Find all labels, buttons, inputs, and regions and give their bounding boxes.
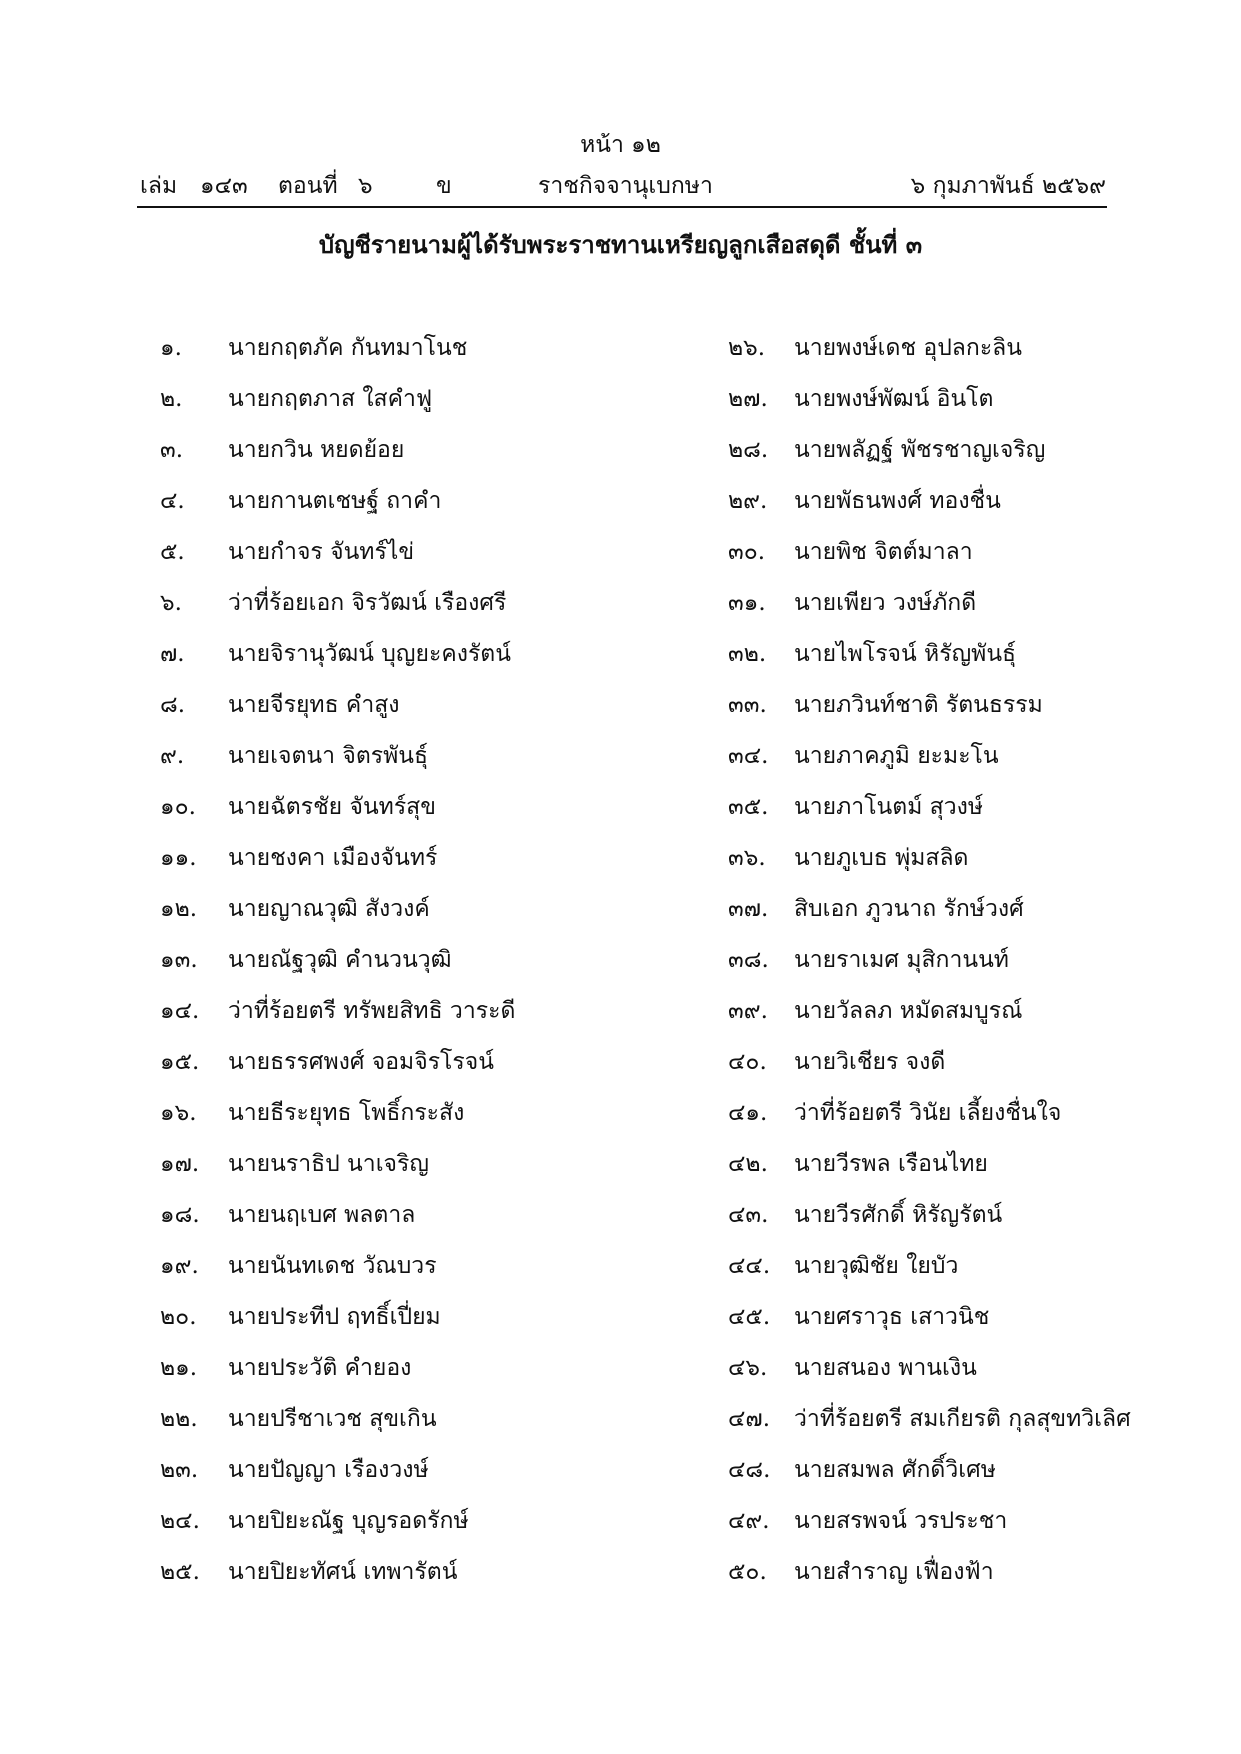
item-number: ๔๕. (728, 1304, 771, 1330)
recipient-name: นายประวัติ คำยอง (228, 1355, 412, 1381)
recipient-name: นายวุฒิชัย ใยบัว (794, 1253, 959, 1279)
list-item (728, 1199, 1241, 1250)
item-number: ๒๙. (728, 488, 768, 514)
list-item (160, 536, 720, 587)
list-item (728, 638, 1241, 689)
item-number: ๗. (160, 641, 185, 667)
list-item (160, 383, 720, 434)
recipient-name: นายจิรานุวัฒน์ บุญยะคงรัตน์ (228, 641, 511, 667)
item-number: ๒๑. (160, 1355, 198, 1381)
item-number: ๔๑. (728, 1100, 768, 1126)
item-number: ๒๐. (160, 1304, 197, 1330)
recipient-name: นายกวิน หยดย้อย (228, 437, 405, 463)
item-number: ๑๔. (160, 998, 200, 1024)
recipient-name: นายประทีป ฤทธิ์เปี่ยม (228, 1304, 441, 1330)
item-number: ๑๒. (160, 896, 198, 922)
list-item (728, 434, 1241, 485)
recipient-name: ว่าที่ร้อยตรี วินัย เลี้ยงชื่นใจ (794, 1100, 1062, 1126)
volume-number: ๑๔๓ (200, 173, 248, 199)
gazette-name: ราชกิจจานุเบกษา (538, 173, 713, 199)
list-item (728, 1097, 1241, 1148)
item-number: ๘. (160, 692, 186, 718)
recipient-name: นายนราธิป นาเจริญ (228, 1151, 429, 1177)
list-item (160, 1454, 720, 1505)
list-item (160, 1505, 720, 1556)
list-item (160, 1301, 720, 1352)
list-item (160, 1403, 720, 1454)
recipient-name: นายญาณวุฒิ สังวงค์ (228, 896, 430, 922)
item-number: ๒๗. (728, 386, 768, 412)
list-item (160, 689, 720, 740)
list-item (728, 893, 1241, 944)
recipient-name: นายสำราญ เฟื่องฟ้า (794, 1559, 994, 1585)
item-number: ๓๔. (728, 743, 769, 769)
recipient-name: นายสนอง พานเงิน (794, 1355, 977, 1381)
item-number: ๔. (160, 488, 185, 514)
item-number: ๑๐. (160, 794, 196, 820)
list-item (160, 1046, 720, 1097)
recipient-name: นายพัธนพงศ์ ทองชื่น (794, 488, 1001, 514)
recipient-name: นายศราวุธ เสาวนิช (794, 1304, 990, 1330)
recipient-name: นายธรรศพงศ์ จอมจิรโรจน์ (228, 1049, 494, 1075)
list-item (160, 1250, 720, 1301)
recipient-name: นายพิช จิตต์มาลา (794, 539, 973, 565)
item-number: ๒๓. (160, 1457, 199, 1483)
list-item (160, 1148, 720, 1199)
list-item (728, 689, 1241, 740)
item-number: ๓๐. (728, 539, 766, 565)
publication-date: ๖ กุมภาพันธ์ ๒๕๖๙ (910, 173, 1106, 199)
recipient-name: นายปิยะณัฐ บุญรอดรักษ์ (228, 1508, 469, 1534)
page-number: หน้า ๑๒ (580, 132, 661, 158)
list-item (160, 944, 720, 995)
item-number: ๔๙. (728, 1508, 770, 1534)
list-item (160, 791, 720, 842)
recipient-name: นายปิยะทัศน์ เทพารัตน์ (228, 1559, 458, 1585)
item-number: ๑๙. (160, 1253, 199, 1279)
recipient-name: นายวิเชียร จงดี (794, 1049, 946, 1075)
item-number: ๕. (160, 539, 185, 565)
item-number: ๑๘. (160, 1202, 200, 1228)
list-item (728, 995, 1241, 1046)
item-number: ๕๐. (728, 1559, 767, 1585)
list-item (160, 1199, 720, 1250)
volume-label: เล่ม (140, 173, 178, 199)
recipient-name: นายภูเบธ พุ่มสลิด (794, 845, 969, 871)
item-number: ๔๐. (728, 1049, 767, 1075)
recipient-name: นายเจตนา จิตรพันธุ์ (228, 743, 429, 769)
item-number: ๒๔. (160, 1508, 200, 1534)
recipient-name: นายภวินท์ชาติ รัตนธรรม (794, 692, 1043, 718)
recipient-name: นายวีรศักดิ์ หิรัญรัตน์ (794, 1202, 1003, 1228)
list-item (728, 1505, 1241, 1556)
issue-number: ๖ (358, 173, 373, 199)
item-number: ๒. (160, 386, 183, 412)
list-item (728, 383, 1241, 434)
item-number: ๑๓. (160, 947, 198, 973)
list-item (728, 332, 1241, 383)
list-item (728, 1250, 1241, 1301)
recipient-name: นายเพียว วงษ์ภักดี (794, 590, 977, 616)
recipient-name: นายวัลลภ หมัดสมบูรณ์ (794, 998, 1023, 1024)
recipient-name: นายณัฐวุฒิ คำนวนวุฒิ (228, 947, 452, 973)
recipient-name: ว่าที่ร้อยตรี ทรัพยสิทธิ วาระดี (228, 998, 516, 1024)
item-number: ๓๓. (728, 692, 767, 718)
list-item (160, 332, 720, 383)
recipient-name: นายชงคา เมืองจันทร์ (228, 845, 438, 871)
list-item (160, 587, 720, 638)
item-number: ๒๘. (728, 437, 769, 463)
list-item (728, 587, 1241, 638)
item-number: ๒๖. (728, 335, 766, 361)
list-item (728, 485, 1241, 536)
recipient-name: นายภาโนตม์ สุวงษ์ (794, 794, 984, 820)
recipient-name: นายปัญญา เรืองวงษ์ (228, 1457, 429, 1483)
list-item (728, 1046, 1241, 1097)
item-number: ๓๙. (728, 998, 768, 1024)
list-item (728, 1301, 1241, 1352)
list-item (160, 1097, 720, 1148)
recipient-name: นายสมพล ศักดิ์วิเศษ (794, 1457, 996, 1483)
recipient-name: นายจีรยุทธ คำสูง (228, 692, 400, 718)
list-item (160, 485, 720, 536)
list-item (160, 995, 720, 1046)
list-item (728, 944, 1241, 995)
list-item (728, 1403, 1241, 1454)
recipient-name: ว่าที่ร้อยเอก จิรวัฒน์ เรืองศรี (228, 590, 507, 616)
item-number: ๙. (160, 743, 185, 769)
recipient-name: นายพงษ์พัฒน์ อินโต (794, 386, 994, 412)
recipient-name: นายกฤตภัค กันทมาโนช (228, 335, 468, 361)
list-item (160, 1556, 720, 1607)
item-number: ๔๔. (728, 1253, 771, 1279)
list-item (160, 893, 720, 944)
list-item (728, 1454, 1241, 1505)
recipient-name: นายไพโรจน์ หิรัญพันธุ์ (794, 641, 1017, 667)
list-item (160, 638, 720, 689)
item-number: ๒๕. (160, 1559, 200, 1585)
item-number: ๑. (160, 335, 182, 361)
name-list-right (728, 332, 1241, 1607)
recipient-name: นายวีรพล เรือนไทย (794, 1151, 988, 1177)
recipient-name: นายนันทเดช วัณบวร (228, 1253, 437, 1279)
name-list-left (160, 332, 720, 1607)
gazette-header (140, 170, 1106, 202)
item-number: ๔๖. (728, 1355, 768, 1381)
recipient-name: นายพงษ์เดช อุปลกะลิน (794, 335, 1022, 361)
list-item (728, 1148, 1241, 1199)
list-item (728, 740, 1241, 791)
item-number: ๑๑. (160, 845, 197, 871)
issue-label: ตอนที่ (278, 173, 338, 199)
header-divider (137, 206, 1107, 208)
item-number: ๔๘. (728, 1457, 771, 1483)
recipient-name: นายฉัตรชัย จันทร์สุข (228, 794, 436, 820)
recipient-name: นายปรีชาเวช สุขเกิน (228, 1406, 437, 1432)
list-item (728, 791, 1241, 842)
section-letter: ข (436, 173, 452, 199)
recipient-name: นายนฤเบศ พลตาล (228, 1202, 416, 1228)
list-item (160, 434, 720, 485)
item-number: ๓๑. (728, 590, 766, 616)
item-number: ๓๒. (728, 641, 767, 667)
list-item (728, 536, 1241, 587)
recipient-name: นายราเมศ มุสิกานนท์ (794, 947, 1009, 973)
list-item (728, 842, 1241, 893)
item-number: ๓๕. (728, 794, 769, 820)
item-number: ๓๘. (728, 947, 769, 973)
document-title: บัญชีรายนามผู้ได้รับพระราชทานเหรียญลูกเสือสดุดี ชั้นที่ ๓ (318, 230, 923, 259)
item-number: ๔๓. (728, 1202, 769, 1228)
list-item (160, 842, 720, 893)
list-item (728, 1556, 1241, 1607)
list-item (160, 740, 720, 791)
item-number: ๑๕. (160, 1049, 200, 1075)
item-number: ๓๖. (728, 845, 766, 871)
item-number: ๑๗. (160, 1151, 200, 1177)
recipient-name: นายภาคภูมิ ยะมะโน (794, 743, 999, 769)
recipient-name: นายสรพจน์ วรประชา (794, 1508, 1008, 1534)
item-number: ๔๒. (728, 1151, 768, 1177)
recipient-name: นายกฤตภาส ใสคำฟู (228, 386, 433, 412)
item-number: ๓๗. (728, 896, 769, 922)
item-number: ๖. (160, 590, 182, 616)
item-number: ๑๖. (160, 1100, 197, 1126)
recipient-name: นายกานตเชษฐ์ ถาคำ (228, 488, 442, 514)
recipient-name: นายพลัฏฐ์ พัชรชาญเจริญ (794, 437, 1046, 463)
recipient-name: นายธีระยุทธ โพธิ์กระสัง (228, 1100, 465, 1126)
list-item (160, 1352, 720, 1403)
item-number: ๓. (160, 437, 184, 463)
recipient-name: สิบเอก ภูวนาถ รักษ์วงศ์ (794, 896, 1024, 922)
item-number: ๔๗. (728, 1406, 771, 1432)
recipient-name: ว่าที่ร้อยตรี สมเกียรติ กุลสุขทวิเลิศ (794, 1406, 1131, 1432)
list-item (728, 1352, 1241, 1403)
recipient-name: นายกำจร จันทร์ไข่ (228, 539, 415, 565)
item-number: ๒๒. (160, 1406, 198, 1432)
